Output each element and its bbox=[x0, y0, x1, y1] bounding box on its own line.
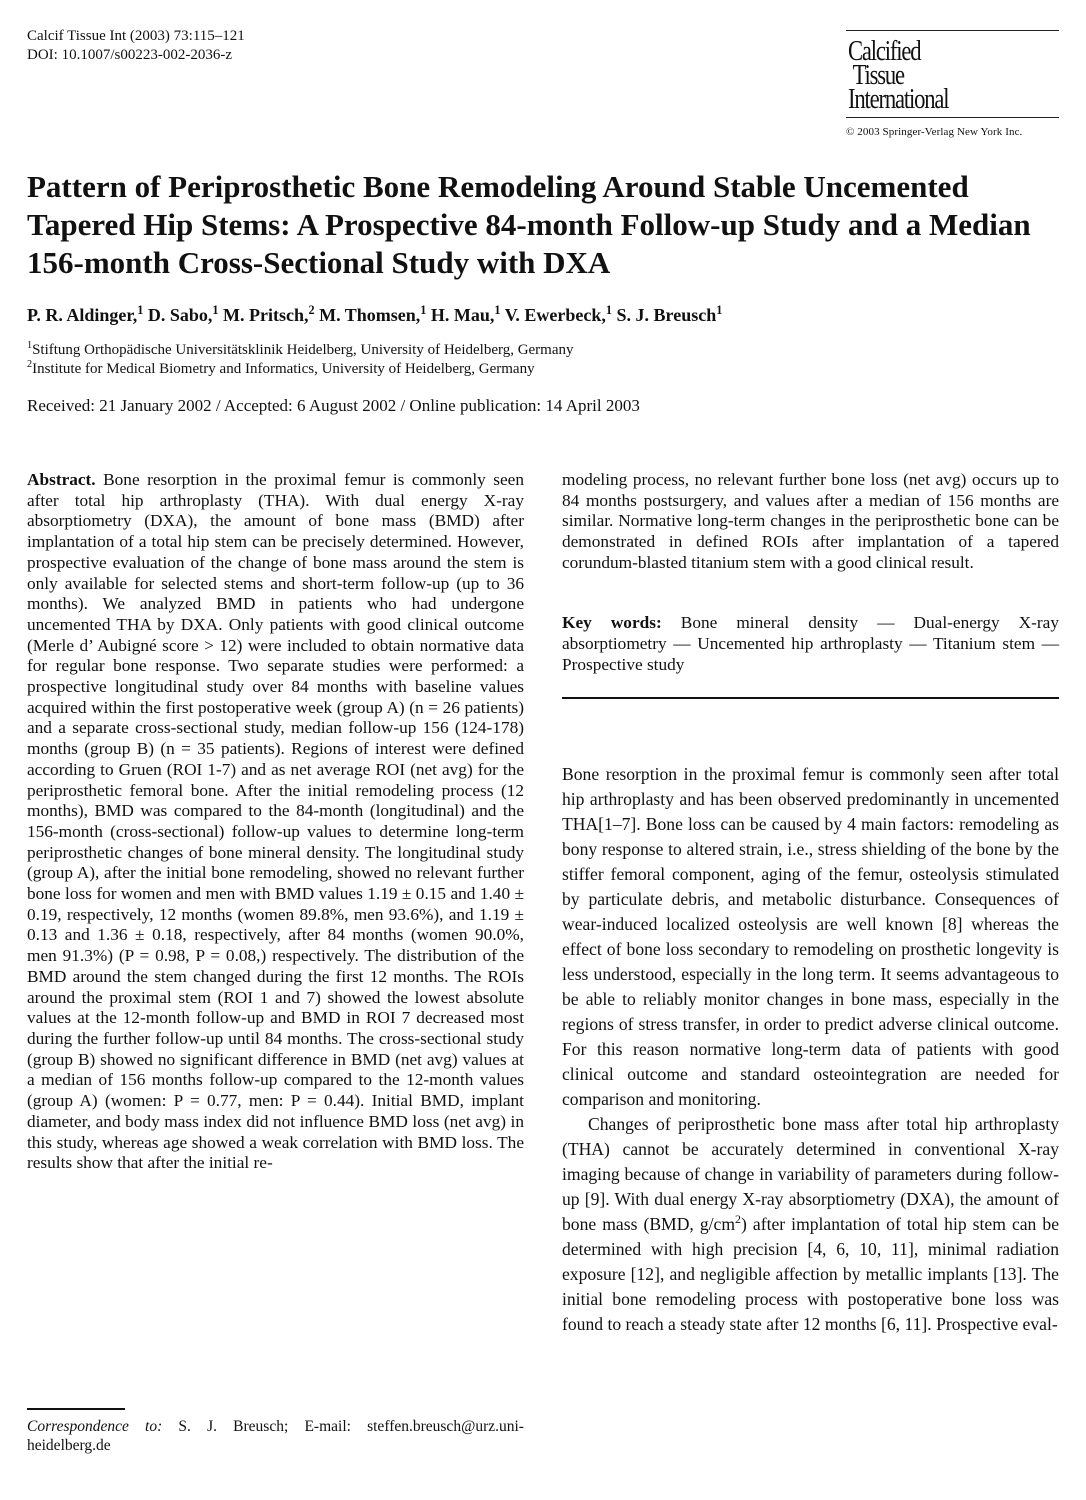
copyright-notice: © 2003 Springer-Verlag New York Inc. bbox=[846, 126, 1023, 138]
body-paragraph bbox=[562, 1112, 1059, 1337]
author: V. Ewerbeck, bbox=[504, 305, 606, 325]
affiliation-text: Stiftung Orthopädische Universitätsklinik Heidelberg, University of Heidelberg, Germany bbox=[32, 342, 574, 358]
doi-line: DOI: 10.1007/s00223-002-2036-z bbox=[27, 47, 232, 63]
introduction-text bbox=[562, 762, 1059, 1337]
author-affiliation-mark: 1 bbox=[605, 303, 613, 317]
correspondence-footnote bbox=[27, 1417, 524, 1455]
affiliation-number: 2 bbox=[27, 359, 33, 370]
affiliation-text: Institute for Medical Biometry and Informatics, University of Heidelberg, Germany bbox=[32, 361, 535, 377]
author: M. Thomsen, bbox=[319, 305, 421, 325]
superscript: 2 bbox=[735, 1212, 742, 1227]
logo-wordmark bbox=[848, 35, 1013, 115]
keywords bbox=[562, 612, 1059, 675]
author-affiliation-mark: 2 bbox=[308, 303, 315, 317]
section-divider bbox=[562, 697, 1059, 699]
journal-reference bbox=[27, 27, 245, 65]
affiliations bbox=[27, 341, 1057, 379]
logo-line-3: International bbox=[848, 83, 949, 115]
logo-divider bbox=[846, 30, 1059, 31]
journal-logo bbox=[846, 30, 1059, 138]
author: M. Pritsch, bbox=[222, 305, 309, 325]
footnote-rule bbox=[27, 1408, 125, 1410]
footnote-text: S. J. Breusch; E-mail: steffen.breusch@urz.uni-heidelberg.de bbox=[27, 1418, 524, 1454]
abstract-label: Abstract. bbox=[27, 470, 96, 489]
affiliation bbox=[27, 341, 1057, 360]
author-affiliation-mark: 1 bbox=[716, 303, 723, 317]
body-text-run: Changes of periprosthetic bone mass after total hip arthroplasty (THA) cannot be accurately determined in conventional X-ray imaging because of change in variability of parameters during follow-up [9]. With dual energy X-ray absorptiometry (DXA), the amount of bone mass (BMD, g/cm bbox=[562, 1114, 1059, 1234]
affiliation-number: 1 bbox=[27, 340, 33, 351]
abstract-left-column bbox=[27, 470, 524, 1174]
author-affiliation-mark: 1 bbox=[420, 303, 427, 317]
author-affiliation-mark: 1 bbox=[212, 303, 219, 317]
publication-dates: Received: 21 January 2002 / Accepted: 6 August 2002 / Online publication: 14 April 2003 bbox=[27, 396, 640, 415]
journal-citation: Calcif Tissue Int (2003) 73:115–121 bbox=[27, 28, 245, 44]
abstract-continuation: modeling process, no relevant further bone loss (net avg) occurs up to 84 months postsurgery, and values after a median of 156 months are similar. Normative long-term changes in the periprosthetic bone can be demonstrated in defined ROIs after implantation of a tapered corundum-blasted titanium stem with a good clinical result. bbox=[562, 470, 1059, 572]
body-text-run: ) after implantation of total hip stem can be determined with high precision [4, 6, 10, 11], minimal radiation exposure [12], and negligible affection by metallic implants [13]. The initial bone remodeling process with postoperative bone loss was found to reach a steady state after 12 months [6, 11]. Prospective eval- bbox=[562, 1214, 1059, 1334]
author: D. Sabo, bbox=[147, 305, 213, 325]
footnote-label: Correspondence to: bbox=[27, 1418, 163, 1435]
author-affiliation-mark: 1 bbox=[494, 303, 501, 317]
body-paragraph: Bone resorption in the proximal femur is commonly seen after total hip arthroplasty and has been observed predominantly in uncemented THA[1–7]. Bone loss can be caused by 4 main factors: remodeling as bony response to altered strain, i.e., stress shielding of the bone by the stiffer femoral component, aging of the femur, osteolysis stimulated by particulate debris, and metabolic disturbance. Consequences of wear-induced localized osteolysis are well known [8] whereas the effect of bone loss secondary to remodeling on prosthetic longevity is less understood, especially in the long term. It seems advantageous to be able to reliably monitor changes in bone mass, especially in the regions of stress transfer, in order to predict adverse clinical outcome. For this reason normative long-term data of patients with good clinical outcome and standard osteointegration are needed for comparison and monitoring. bbox=[562, 764, 1059, 1109]
logo-line-1: Calcified bbox=[848, 35, 921, 67]
logo-line-2: Tissue bbox=[852, 59, 904, 91]
author-list bbox=[27, 303, 1057, 327]
keywords-label: Key words: bbox=[562, 613, 662, 632]
article-title: Pattern of Periprosthetic Bone Remodeling Around Stable Uncemented Tapered Hip Stems: A Prospective 84-month Follow-up Study and a Median 156-month Cross-Sectional Study with DXA bbox=[27, 169, 1031, 280]
author-affiliation-mark: 1 bbox=[137, 303, 144, 317]
author: S. J. Breusch bbox=[616, 305, 717, 325]
keywords-text: Bone mineral density — Dual-energy X-ray absorptiometry — Uncemented hip arthroplasty — Titanium stem — Prospective study bbox=[562, 613, 1059, 674]
logo-divider-bottom bbox=[846, 117, 1059, 118]
author: P. R. Aldinger, bbox=[27, 305, 138, 325]
affiliation bbox=[27, 360, 1057, 379]
abstract-text: Bone resorption in the proximal femur is commonly seen after total hip arthroplasty (THA). With dual energy X-ray absorptiometry (DXA), the amount of bone mass (BMD) after implantation of a total hip stem can be precisely determined. However, prospective evaluation of the change of bone mass around the stem is only available for selected stems and short-term follow-up (up to 36 months). We analyzed BMD in patients who had undergone uncemented THA by DXA. Only patients with good clinical outcome (Merle d’ Aubigné score > 12) were included to obtain normative data for regular bone response. Two separate studies were performed: a prospective longitudinal study over 84 months with baseline values acquired within the first postoperative week (group A) (n = 26 patients) and a separate cross-sectional study, median follow-up 156 (124-178) months (group B) (n = 35 patients). Regions of interest were defined according to Gruen (ROI 1-7) and as net average ROI (net avg) for the periprosthetic femoral bone. After the initial remodeling process (12 months), BMD was compared to the 84-month (longitudinal) and the 156-month (cross-sectional) follow-up values to determine long-term periprosthetic changes of bone mineral density. The longitudinal study (group A), after the initial bone remodeling, showed no relevant further bone loss for women and men with BMD values 1.19 ± 0.15 and 1.40 ± 0.19, respectively, 12 months (women 89.8%, men 93.6%), and 1.19 ± 0.13 and 1.36 ± 0.18, respectively, after 84 months (women 90.0%, men 91.3%) (P = 0.98, P = 0.08,) respectively. The distribution of the BMD around the stem changed during the first 12 months. The ROIs around the proximal stem (ROI 1 and 7) showed the lowest absolute values at the 12-month follow-up and BMD in ROI 7 decreased most during the further follow-up until 84 months. The cross-sectional study (group B) showed no significant difference in BMD (net avg) values at a median of 156 months follow-up compared to the 12-month values (group A) (women: P = 0.77, men: P = 0.44). Initial BMD, implant diameter, and body mass index did not influence BMD loss (net avg) in this study, whereas age showed a weak correlation with BMD loss. The results show that after the initial re- bbox=[27, 470, 524, 1173]
author: H. Mau, bbox=[430, 305, 495, 325]
